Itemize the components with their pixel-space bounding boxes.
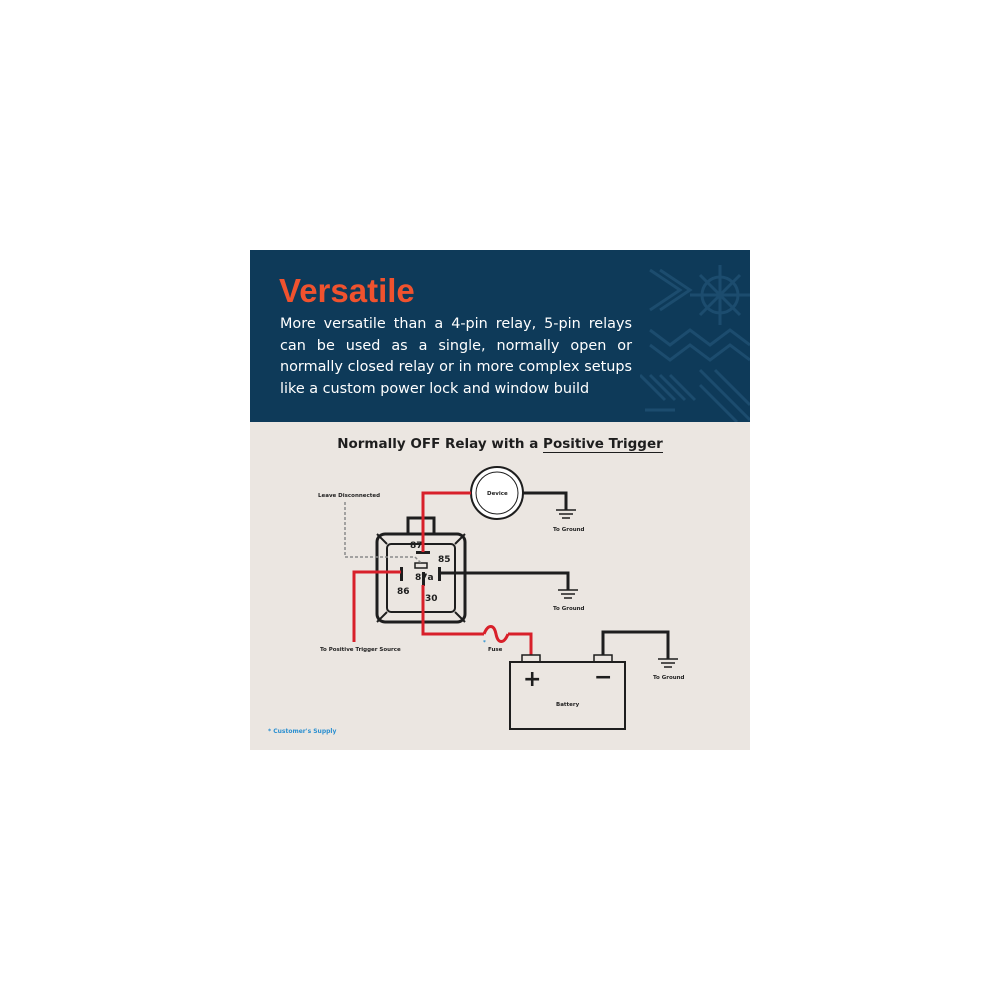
- ground-symbol-2: [558, 590, 578, 598]
- wire-fuse-to-battery: [508, 634, 531, 655]
- to-ground-label-3: To Ground: [653, 675, 685, 681]
- battery-label: Battery: [556, 702, 580, 708]
- fuse-mark: *: [483, 640, 486, 646]
- decorative-pattern-icon: [640, 250, 750, 422]
- header-title: Versatile: [279, 272, 415, 309]
- pin-30-label: 30: [425, 594, 438, 604]
- diagram-title-underlined: Positive Trigger: [543, 436, 663, 452]
- pin-87-label: 87: [410, 541, 423, 551]
- battery-terminal-positive: [522, 655, 540, 662]
- pin-86-label: 86: [397, 587, 410, 597]
- diagram-title-prefix: Normally OFF Relay with a: [337, 436, 544, 452]
- pin-87a-terminal: [415, 563, 427, 568]
- header-description: More versatile than a 4-pin relay, 5-pin relays can be used as a single, normally open or normally closed relay or in more complex setups like a custom power lock and window build: [280, 316, 632, 397]
- pin-85-terminal: [438, 567, 441, 581]
- customer-supply-note: * Customer's Supply: [268, 728, 337, 735]
- wire-30-to-fuse: [423, 585, 484, 634]
- battery-minus-sign: −: [594, 665, 613, 690]
- wire-85-to-ground: [441, 573, 568, 590]
- ground-symbol-1: [556, 510, 576, 518]
- pin-85-label: 85: [438, 555, 451, 565]
- to-positive-trigger-label: To Positive Trigger Source: [320, 647, 401, 653]
- to-ground-label-1: To Ground: [553, 527, 585, 533]
- relay-mount-tab: [408, 518, 434, 534]
- pin-87a-label: 87a: [415, 573, 434, 583]
- device-label: Device: [487, 491, 508, 497]
- battery-plus-sign: +: [523, 667, 542, 692]
- product-card: [250, 250, 750, 750]
- ground-symbol-3: [658, 659, 678, 667]
- fuse-symbol: [484, 627, 508, 642]
- battery-terminal-negative: [594, 655, 612, 662]
- fuse-label: Fuse: [488, 647, 503, 653]
- pin-86-terminal: [400, 567, 403, 581]
- diagram-panel: [250, 422, 750, 750]
- header-banner: [250, 250, 750, 422]
- wiring-diagram: [250, 422, 750, 750]
- leave-disconnected-label: Leave Disconnected: [318, 493, 381, 499]
- to-ground-label-2: To Ground: [553, 606, 585, 612]
- wire-device-to-ground: [523, 493, 566, 510]
